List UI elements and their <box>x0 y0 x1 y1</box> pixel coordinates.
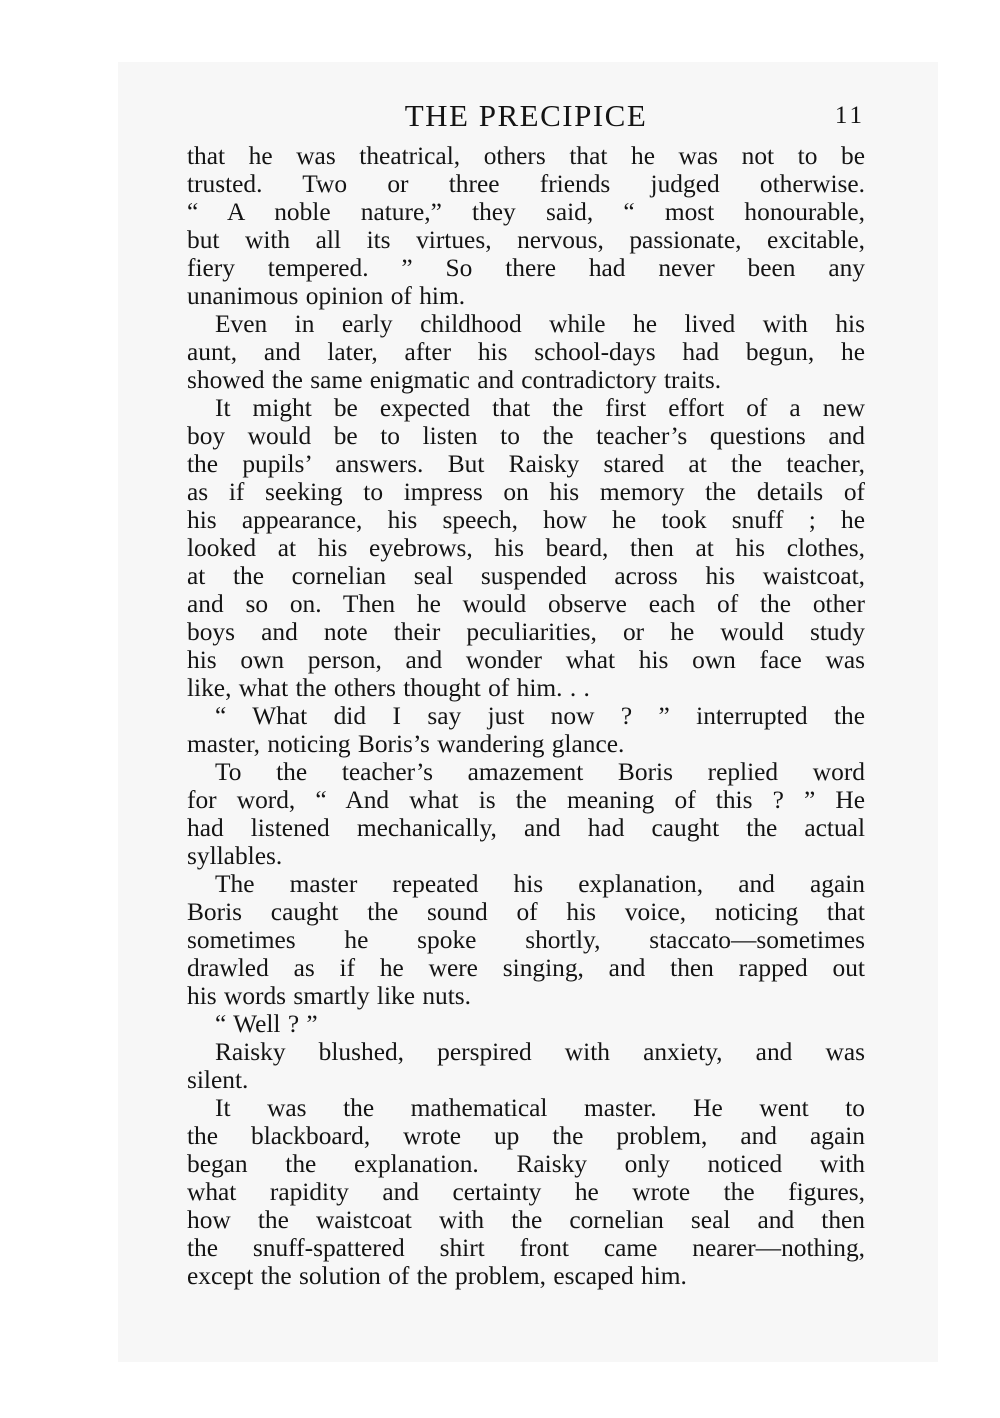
text-line: boys and note their peculiarities, or he would study <box>187 618 865 646</box>
text-line: how the waistcoat with the cornelian seal and then <box>187 1206 865 1234</box>
text-line: the snuff-spattered shirt front came nearer—nothing, <box>187 1234 865 1262</box>
text-line: except the solution of the problem, escaped him. <box>187 1262 687 1290</box>
body-text <box>187 142 865 1290</box>
text-line: “ Well ? ” <box>215 1010 318 1038</box>
text-line: that he was theatrical, others that he was not to be <box>187 142 865 170</box>
text-line: his words smartly like nuts. <box>187 982 471 1010</box>
text-line: looked at his eyebrows, his beard, then at his clothes, <box>187 534 865 562</box>
text-line: unanimous opinion of him. <box>187 282 466 310</box>
text-line: The master repeated his explanation, and again <box>215 870 865 898</box>
text-line: the blackboard, wrote up the problem, and again <box>187 1122 865 1150</box>
text-line: drawled as if he were singing, and then rapped out <box>187 954 865 982</box>
text-line: the pupils’ answers. But Raisky stared at the teacher, <box>187 450 865 478</box>
paragraph <box>187 758 865 870</box>
text-line: at the cornelian seal suspended across his waistcoat, <box>187 562 865 590</box>
text-line: like, what the others thought of him. . . <box>187 674 590 702</box>
text-line: It might be expected that the first effort of a new <box>215 394 865 422</box>
text-line: It was the mathematical master. He went to <box>215 1094 865 1122</box>
paragraph <box>187 1010 865 1038</box>
running-title: THE PRECIPICE <box>404 98 648 133</box>
text-line: what rapidity and certainty he wrote the figures, <box>187 1178 865 1206</box>
text-line: Boris caught the sound of his voice, noticing that <box>187 898 865 926</box>
paragraph <box>187 394 865 702</box>
paragraph <box>187 870 865 1010</box>
text-line: his own person, and wonder what his own face was <box>187 646 865 674</box>
text-line: and so on. Then he would observe each of the other <box>187 590 865 618</box>
paragraph <box>187 142 865 310</box>
paragraph <box>187 1094 865 1290</box>
text-line: To the teacher’s amazement Boris replied word <box>215 758 865 786</box>
page-number: 11 <box>834 102 865 129</box>
paragraph <box>187 702 865 758</box>
running-head <box>187 96 865 136</box>
text-line: aunt, and later, after his school-days had begun, he <box>187 338 865 366</box>
text-line: his appearance, his speech, how he took snuff ; he <box>187 506 865 534</box>
text-line: began the explanation. Raisky only noticed with <box>187 1150 865 1178</box>
text-line: “ A noble nature,” they said, “ most honourable, <box>187 198 865 226</box>
text-line: boy would be to listen to the teacher’s questions and <box>187 422 865 450</box>
text-line: Raisky blushed, perspired with anxiety, and was <box>215 1038 865 1066</box>
paragraph <box>187 310 865 394</box>
text-line: master, noticing Boris’s wandering glance. <box>187 730 625 758</box>
text-line: but with all its virtues, nervous, passionate, excitable, <box>187 226 865 254</box>
text-line: syllables. <box>187 842 283 870</box>
text-line: silent. <box>187 1066 249 1094</box>
paragraph <box>187 1038 865 1094</box>
book-page <box>187 96 865 1290</box>
text-line: had listened mechanically, and had caught the actual <box>187 814 865 842</box>
text-line: “ What did I say just now ? ” interrupted the <box>215 702 865 730</box>
text-line: Even in early childhood while he lived with his <box>215 310 865 338</box>
text-line: sometimes he spoke shortly, staccato—sometimes <box>187 926 865 954</box>
text-line: for word, “ And what is the meaning of this ? ” He <box>187 786 865 814</box>
text-line: trusted. Two or three friends judged otherwise. <box>187 170 865 198</box>
text-line: showed the same enigmatic and contradictory traits. <box>187 366 722 394</box>
text-line: as if seeking to impress on his memory the details of <box>187 478 865 506</box>
text-line: fiery tempered. ” So there had never been any <box>187 254 865 282</box>
